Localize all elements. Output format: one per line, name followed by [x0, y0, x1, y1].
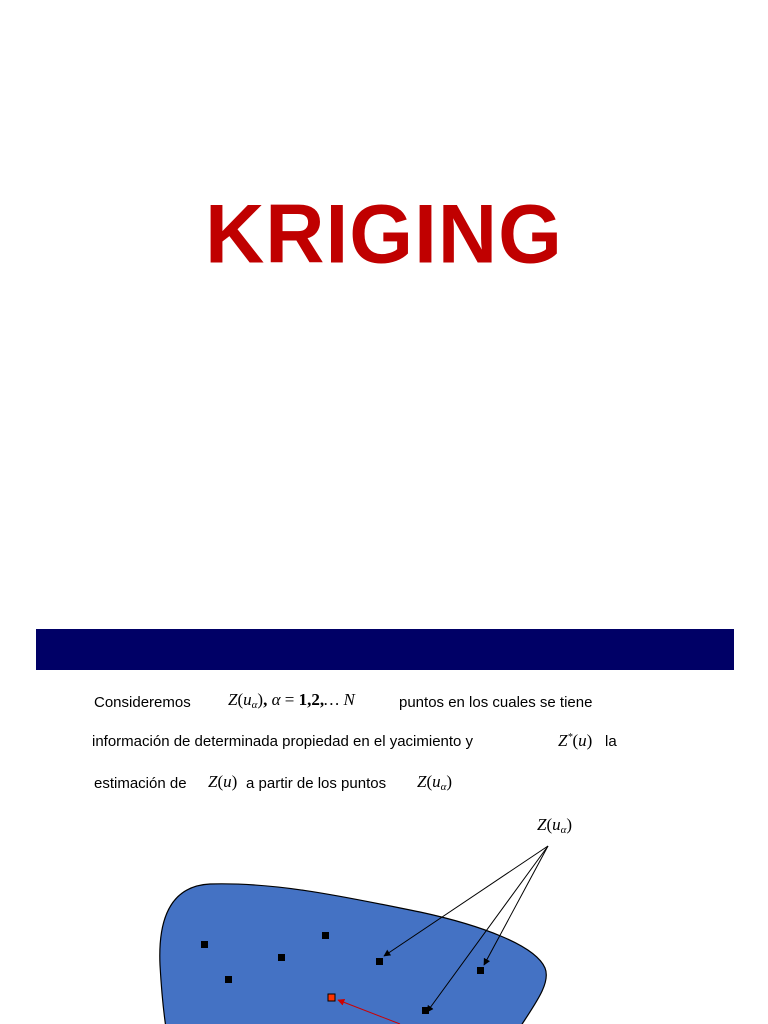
callout-label: $Z(u_\alpha)$ — [537, 815, 573, 836]
line2-text-a: información de determinada propiedad en el yacimiento y — [92, 733, 474, 750]
data-point — [376, 958, 383, 965]
line3-formula-a: Z(u) — [208, 772, 238, 791]
slide-title: KRIGING — [205, 188, 563, 281]
data-point — [201, 941, 208, 948]
line1-formula: $Z(u_\alpha)$, α = 1,2,… N — [228, 690, 355, 711]
data-point — [225, 976, 232, 983]
header-band — [36, 629, 734, 670]
data-point — [322, 932, 329, 939]
line3-text-a: estimación de — [94, 775, 187, 792]
data-point — [477, 967, 484, 974]
reservoir-diagram — [0, 800, 768, 1024]
line3-text-b: a partir de los puntos — [246, 775, 387, 792]
line1-text-a: Consideremos — [94, 694, 191, 711]
line2-text-b: la — [605, 733, 617, 750]
line2-formula: Z*(u) — [558, 731, 593, 750]
line3-formula-b: $Z(u_\alpha)$ — [417, 772, 453, 793]
estimate-point — [328, 994, 335, 1001]
line1-text-b: puntos en los cuales se tiene — [399, 694, 593, 711]
reservoir-region — [160, 884, 547, 1024]
data-point — [278, 954, 285, 961]
